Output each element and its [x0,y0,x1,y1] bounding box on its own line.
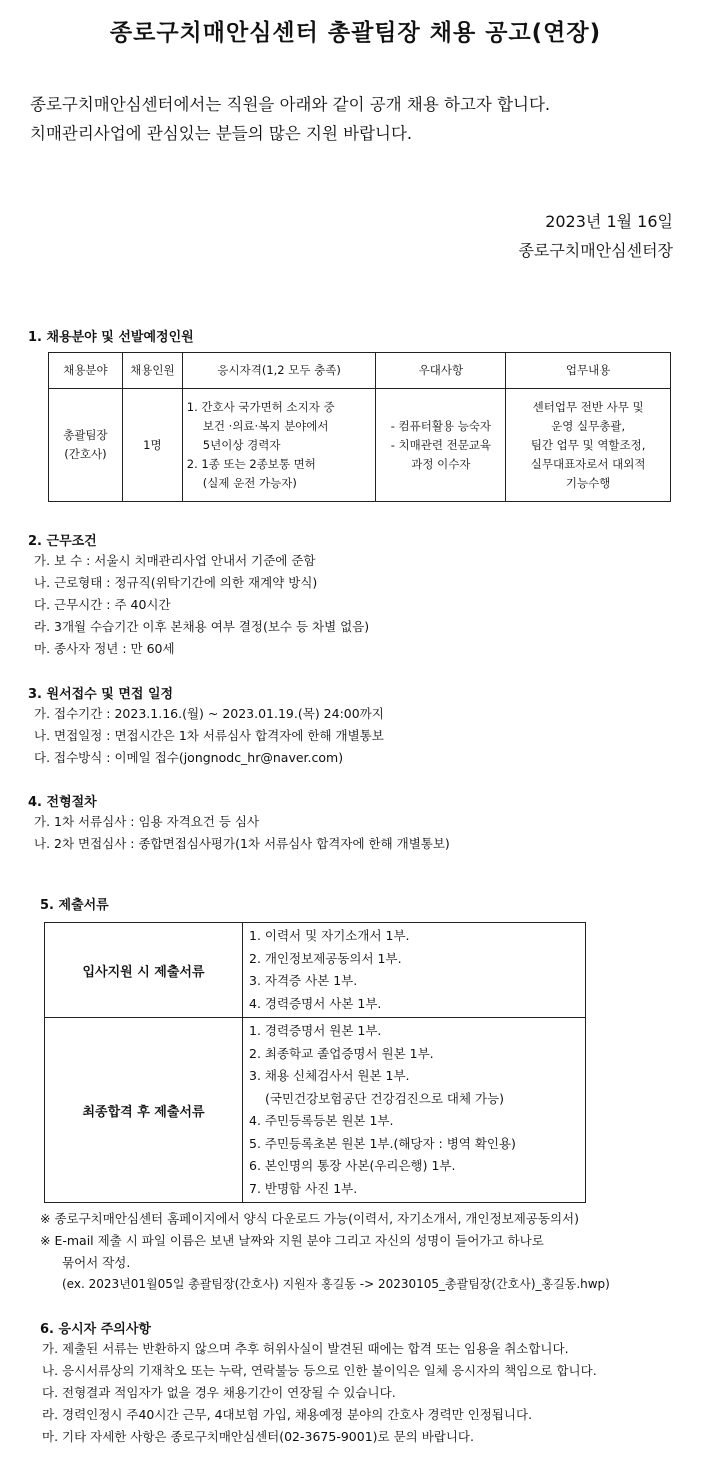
header-qualifications: 응시자격(1,2 모두 충족) [182,353,376,389]
table-row [45,1018,586,1203]
field-line: 총괄팀장 [63,428,108,442]
section2-heading: 2. 근무조건 [28,534,97,549]
documents-list-apply [243,923,586,1018]
duty-line: 센터업무 전반 사무 및 [532,399,644,414]
schedule-item: 다. 접수방식 : 이메일 접수(jongnodc_hr@naver.com) [34,750,344,765]
header-preferences: 우대사항 [376,353,506,389]
field-line: (간호사) [64,447,107,461]
recruitment-table [48,352,671,502]
work-condition-item: 다. 근무시간 : 주 40시간 [34,597,171,612]
caution-item: 마. 기타 자세한 사항은 종로구치매안심센터(02-3675-9001)로 문의 바랍니다. [42,1429,474,1444]
issuer: 종로구치매안심센터장 [518,241,673,260]
list-item: 2. 최종학교 졸업증명서 원본 1부. [249,1045,434,1061]
documents-table [44,922,586,1203]
cell-preferences [376,389,506,502]
procedure-item: 가. 1차 서류심사 : 임용 자격요건 등 심사 [34,814,260,829]
duty-line: 기능수행 [565,475,611,490]
list-item: 4. 주민등록등본 원본 1부. [249,1113,394,1128]
qualification-line: 보건 ·의료·복지 분야에서 [202,418,329,433]
work-condition-item: 나. 근로형태 : 정규직(위탁기간에 의한 재계약 방식) [34,575,318,590]
header-duties: 업무내용 [506,353,671,389]
list-item: 3. 자격증 사본 1부. [249,973,358,988]
header-count: 채용인원 [122,353,182,389]
page-title: 종로구치매안심센터 총괄팀장 채용 공고(연장) [109,20,602,46]
documents-label-apply: 입사지원 시 제출서류 [45,923,243,1018]
duty-line: 실무대표자로서 대외적 [530,456,646,471]
preference-line: - 치매관련 전문교육 [390,437,492,452]
table-row [45,923,586,1018]
cell-qualifications [182,389,376,502]
list-item: 7. 반명함 사진 1부. [249,1180,358,1196]
list-item: (국민건강보험공단 건강검진으로 대체 가능) [265,1090,505,1106]
list-item: 2. 개인정보제공동의서 1부. [249,950,402,966]
caution-item: 다. 전형결과 적임자가 없을 경우 채용기간이 연장될 수 있습니다. [42,1385,396,1400]
documents-list-final [243,1018,586,1203]
table-header-row [49,353,671,389]
list-item: 1. 이력서 및 자기소개서 1부. [249,928,410,943]
intro-line-2: 치매관리사업에 관심있는 분들의 많은 지원 바랍니다. [30,124,413,143]
announcement-date: 2023년 1월 16일 [545,212,673,231]
section3-heading: 3. 원서접수 및 면접 일정 [28,687,174,702]
cell-field [49,389,123,502]
list-item: 3. 채용 신체검사서 원본 1부. [249,1068,410,1083]
qualification-line: 1. 간호사 국가면허 소지자 중 [186,399,335,414]
note-email-cont: 묶어서 작성. [62,1255,131,1270]
intro-line-1: 종로구치매안심센터에서는 직원을 아래와 같이 공개 채용 하고자 합니다. [30,95,551,114]
caution-item: 라. 경력인정시 주40시간 근무, 4대보험 가입, 채용예정 분야의 간호사 경력만 인정됩니다. [42,1407,533,1422]
procedure-item: 나. 2차 면접심사 : 종합면접심사평가(1차 서류심사 합격자에 한해 개별통보) [34,836,450,851]
cell-count: 1명 [122,389,182,502]
work-condition-item: 마. 종사자 정년 : 만 60세 [34,641,175,656]
schedule-item: 나. 면접일정 : 면접시간은 1차 서류심사 합격자에 한해 개별통보 [34,728,384,743]
work-condition-item: 가. 보 수 : 서울시 치매관리사업 안내서 기준에 준함 [34,553,316,568]
work-condition-item: 라. 3개월 수습기간 이후 본채용 여부 결정(보수 등 차별 없음) [34,619,370,634]
note-example: (ex. 2023년01월05일 총괄팀장(간호사) 지원자 홍길동 -> 20230105_총괄팀장(간호사)_홍길동.hwp) [62,1277,610,1291]
duty-line: 팀간 업무 및 역할조정, [530,437,646,452]
schedule-item: 가. 접수기간 : 2023.1.16.(월) ~ 2023.01.19.(목) 24:00까지 [34,706,384,721]
preference-line: 과정 이수자 [411,456,471,471]
list-item: 5. 주민등록초본 원본 1부.(해당자 : 병역 확인용) [249,1135,516,1151]
section4-heading: 4. 전형절차 [28,795,97,810]
list-item: 6. 본인명의 통장 사본(우리은행) 1부. [249,1158,456,1173]
section1-heading: 1. 채용분야 및 선발예정인원 [28,330,194,345]
documents-label-final: 최종합격 후 제출서류 [45,1018,243,1203]
header-field: 채용분야 [49,353,123,389]
list-item: 4. 경력증명서 사본 1부. [249,995,382,1011]
note-download: ※ 종로구치매안심센터 홈페이지에서 양식 다운로드 가능(이력서, 자기소개서, 개인정보제공동의서) [40,1211,579,1226]
caution-item: 가. 제출된 서류는 반환하지 않으며 추후 허위사실이 발견된 때에는 합격 또는 임용을 취소합니다. [42,1341,569,1356]
caution-item: 나. 응시서류상의 기재착오 또는 누락, 연락불능 등으로 인한 불이익은 일체 응시자의 책임으로 합니다. [42,1363,597,1378]
duty-line: 운영 실무총괄, [551,418,626,433]
cell-duties [506,389,671,502]
qualification-line: 5년이상 경력자 [202,437,281,452]
note-email: ※ E-mail 제출 시 파일 이름은 보낸 날짜와 지원 분야 그리고 자신의 성명이 들어가고 하나로 [40,1233,544,1248]
qualification-line: 2. 1종 또는 2종보통 면허 [186,456,316,471]
section6-heading: 6. 응시자 주의사항 [40,1322,151,1337]
section5-heading: 5. 제출서류 [40,898,109,913]
preference-line: - 컴퓨터활용 능숙자 [390,418,492,433]
qualification-line: (실제 운전 가능자) [202,475,297,490]
table-row [49,389,671,502]
list-item: 1. 경력증명서 원본 1부. [249,1023,382,1038]
